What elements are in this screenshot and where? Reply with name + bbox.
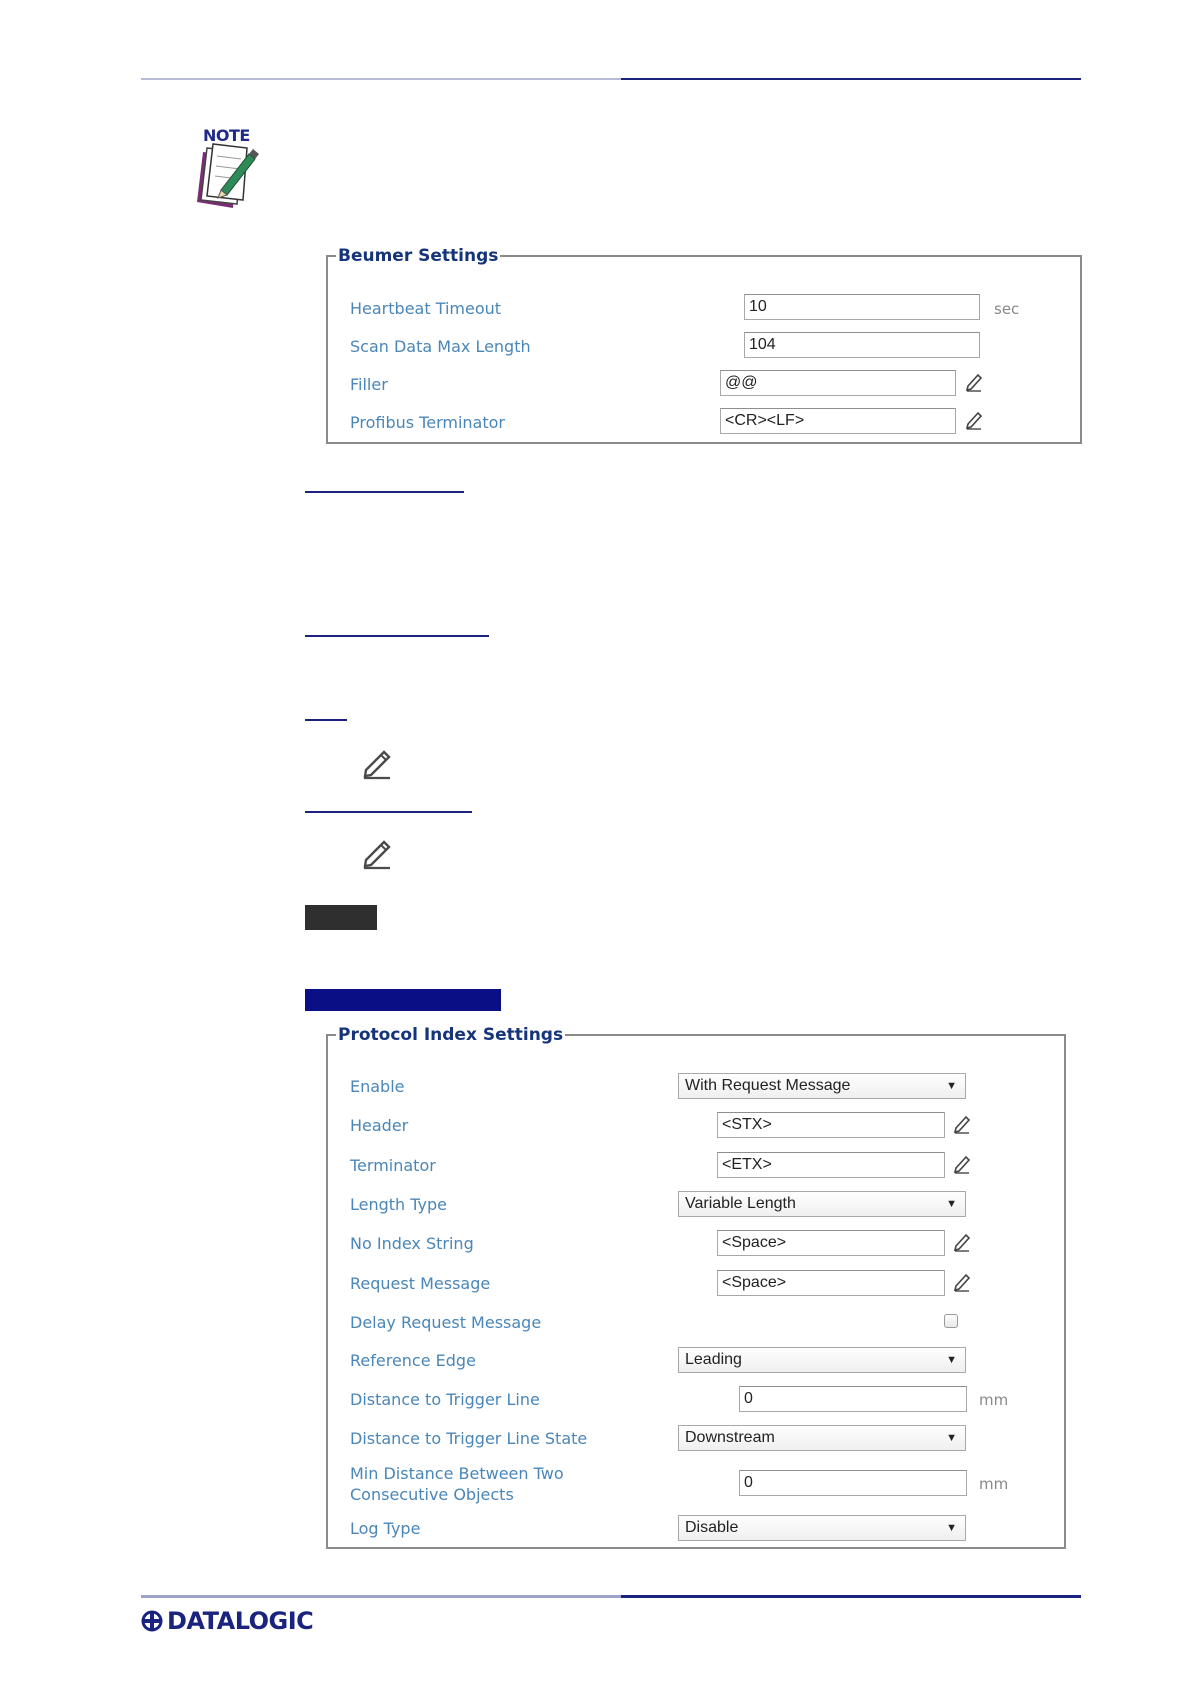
profibus-terminator-label: Profibus Terminator [350, 413, 505, 432]
reference-edge-value: Leading [685, 1351, 742, 1368]
enable-select[interactable] [678, 1073, 966, 1099]
min-distance-label: Min Distance Between Two Consecutive Objects [350, 1464, 564, 1504]
length-type-label: Length Type [350, 1195, 448, 1214]
header-row [328, 1112, 1064, 1142]
chevron-down-icon: ▼ [946, 1354, 957, 1366]
delay-request-checkbox[interactable] [944, 1314, 958, 1328]
length-type-row [328, 1191, 1064, 1221]
request-message-row [328, 1270, 1064, 1300]
distance-state-select[interactable] [678, 1425, 966, 1451]
length-type-value: Variable Length [685, 1195, 796, 1212]
section-underline [305, 635, 489, 637]
pencil-icon[interactable] [952, 1272, 972, 1292]
distance-state-row [328, 1425, 1064, 1455]
filler-label: Filler [350, 375, 388, 394]
no-index-row [328, 1230, 1064, 1260]
heartbeat-label: Heartbeat Timeout [350, 299, 502, 318]
heartbeat-unit: sec [994, 300, 1020, 318]
chevron-down-icon: ▼ [946, 1198, 957, 1210]
section-underline [305, 719, 347, 721]
request-message-label: Request Message [350, 1274, 491, 1293]
datalogic-logo [141, 1606, 313, 1636]
no-index-input[interactable]: <Space> [717, 1230, 945, 1256]
dark-label-block [305, 905, 377, 930]
delay-request-label: Delay Request Message [350, 1313, 542, 1332]
distance-state-value: Downstream [685, 1429, 775, 1446]
beumer-settings-panel [326, 246, 1082, 444]
note-pencil-icon [193, 126, 263, 214]
pencil-icon[interactable] [952, 1154, 972, 1174]
note-title: NOTE [203, 126, 250, 145]
header-rule [141, 78, 1081, 80]
pencil-icon[interactable] [952, 1114, 972, 1134]
chevron-down-icon: ▼ [946, 1432, 957, 1444]
scan-length-row [328, 332, 1080, 362]
chevron-down-icon: ▼ [946, 1080, 957, 1092]
delay-request-row [328, 1309, 1064, 1339]
beumer-settings-title: Beumer Settings [338, 246, 499, 266]
profibus-terminator-input[interactable]: <CR><LF> [720, 408, 956, 434]
distance-state-label: Distance to Trigger Line State [350, 1429, 588, 1448]
min-distance-input[interactable]: 0 [739, 1470, 967, 1496]
chevron-down-icon: ▼ [946, 1522, 957, 1534]
log-type-row [328, 1515, 1064, 1545]
distance-trigger-input[interactable]: 0 [739, 1386, 967, 1412]
reference-edge-row [328, 1347, 1064, 1377]
heartbeat-input[interactable]: 10 [744, 294, 980, 320]
distance-trigger-label: Distance to Trigger Line [350, 1390, 540, 1409]
enable-value: With Request Message [685, 1077, 851, 1094]
log-type-value: Disable [685, 1519, 739, 1536]
filler-row [328, 370, 1080, 400]
filler-input[interactable]: @@ [720, 370, 956, 396]
navy-label-block [305, 989, 501, 1011]
terminator-input[interactable]: <ETX> [717, 1152, 945, 1178]
distance-trigger-unit: mm [979, 1391, 1009, 1409]
profibus-terminator-row [328, 408, 1080, 438]
min-distance-unit: mm [979, 1475, 1009, 1493]
enable-label: Enable [350, 1077, 405, 1096]
pencil-icon[interactable] [964, 410, 984, 430]
reference-edge-select[interactable] [678, 1347, 966, 1373]
length-type-select[interactable] [678, 1191, 966, 1217]
min-distance-row [328, 1459, 1064, 1507]
header-input[interactable]: <STX> [717, 1112, 945, 1138]
datalogic-logo-text: DATALOGIC [167, 1607, 314, 1635]
terminator-row [328, 1152, 1064, 1182]
protocol-index-title: Protocol Index Settings [338, 1025, 564, 1045]
scan-length-input[interactable]: 104 [744, 332, 980, 358]
note-icon [193, 126, 263, 214]
reference-edge-label: Reference Edge [350, 1351, 476, 1370]
datalogic-logo-icon [141, 1610, 163, 1632]
no-index-label: No Index String [350, 1234, 474, 1253]
protocol-index-panel [326, 1025, 1066, 1549]
footer-rule [141, 1595, 1081, 1598]
request-message-input[interactable]: <Space> [717, 1270, 945, 1296]
scan-length-label: Scan Data Max Length [350, 337, 531, 356]
pencil-icon[interactable] [964, 372, 984, 392]
section-underline [305, 811, 472, 813]
log-type-select[interactable] [678, 1515, 966, 1541]
pencil-icon [360, 748, 394, 780]
pencil-icon[interactable] [952, 1232, 972, 1252]
header-label: Header [350, 1116, 409, 1135]
distance-trigger-row [328, 1386, 1064, 1416]
terminator-label: Terminator [350, 1156, 436, 1175]
pencil-icon [360, 838, 394, 870]
log-type-label: Log Type [350, 1519, 421, 1538]
enable-row [328, 1073, 1064, 1103]
heartbeat-row [328, 294, 1080, 324]
section-underline [305, 491, 464, 493]
